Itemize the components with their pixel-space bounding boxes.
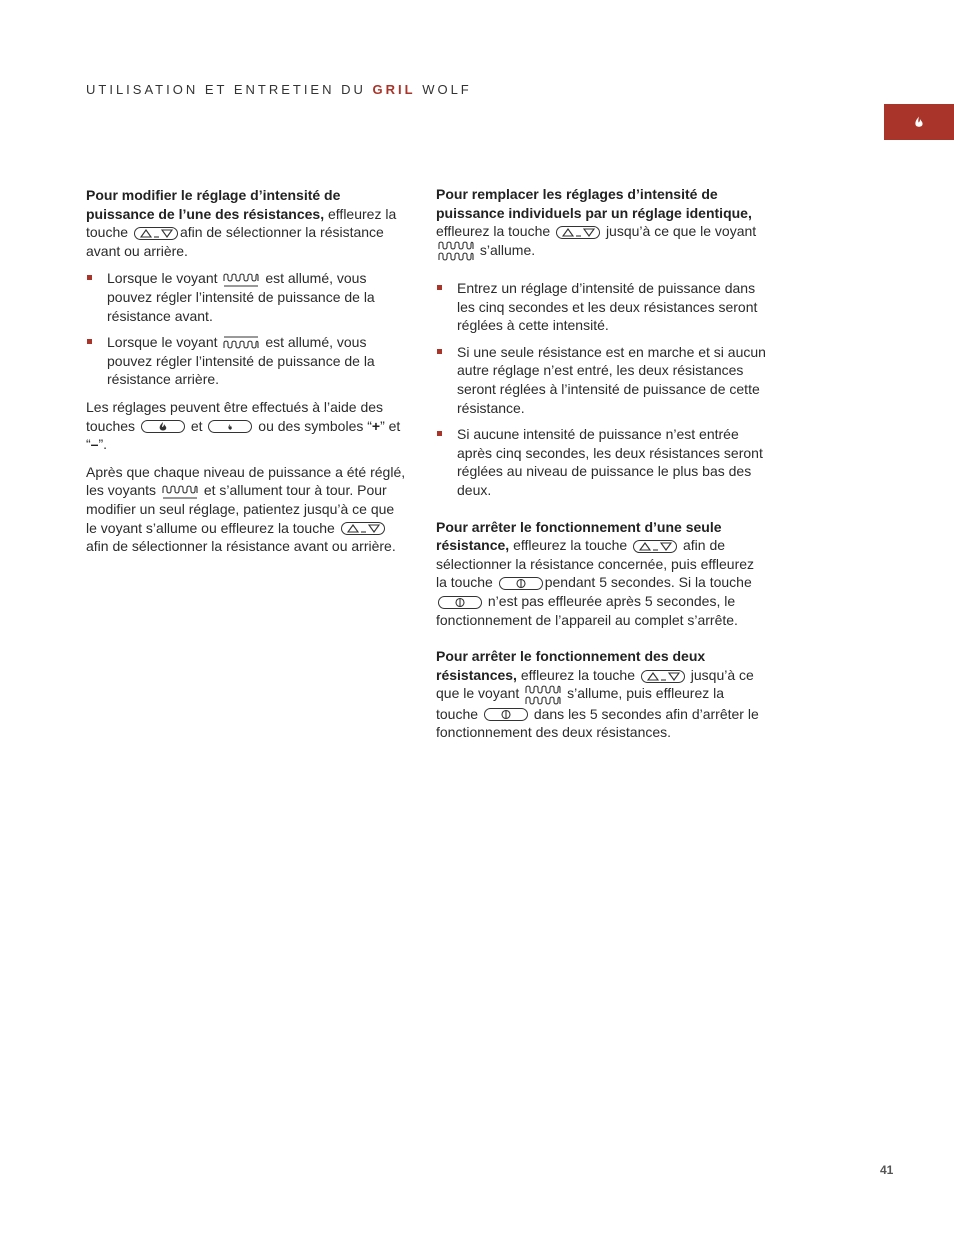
left-p3-text-c: afin de sélectionner la résistance avant ou arrière. bbox=[86, 538, 396, 555]
right-bullet-1: Entrez un réglage d’intensité de puissance dans les cinq secondes et les deux résistances seront réglées à cette intensité. bbox=[436, 279, 766, 335]
right-p3-heading: Pour arrêter le fonctionnement des deux résistances, bbox=[436, 648, 706, 683]
left-p1-text-b: afin de sélectionner la résistance avant ou arrière. bbox=[86, 224, 384, 259]
minus-symbol: – bbox=[90, 436, 99, 453]
plus-symbol: + bbox=[371, 417, 381, 434]
right-p1-text-a: effleurez la touche bbox=[436, 223, 551, 240]
left-p3-text-b: et s’allument tour à tour. Pour modifier un seul réglage, patientez jusqu’à ce que le voyant s’allume ou effleurez la touche bbox=[86, 482, 395, 536]
right-p2-text-c: pendant 5 secondes. Si la touche bbox=[544, 574, 752, 591]
left-bullet-1 bbox=[86, 269, 408, 325]
right-p3-text-a: effleurez la touche bbox=[520, 666, 635, 683]
running-header bbox=[86, 82, 472, 97]
right-p2-text-d: n’est pas effleurée après 5 secondes, le fonctionnement de l’appareil au complet s’arrête. bbox=[436, 592, 738, 628]
left-paragraph-2 bbox=[86, 398, 408, 454]
right-p1-text-c: s’allume. bbox=[479, 241, 536, 258]
page-number: 41 bbox=[880, 1163, 894, 1177]
select-key-icon bbox=[633, 540, 677, 553]
power-key-icon bbox=[499, 577, 543, 590]
right-paragraph-2 bbox=[436, 518, 766, 630]
flame-icon bbox=[914, 116, 924, 129]
rear-element-lamp-icon bbox=[223, 336, 259, 350]
left-paragraph-3 bbox=[86, 463, 408, 556]
right-p2-text-b: afin de sélectionner la résistance concernée, puis effleurez la touche bbox=[436, 537, 755, 591]
right-bullet-list bbox=[436, 279, 766, 500]
both-elements-lamp-icon bbox=[438, 241, 474, 261]
element-lamps-icon bbox=[162, 485, 198, 499]
right-bullet-3: Si aucune intensité de puissance n’est entrée après cinq secondes, les deux résistances seront réglées au niveau de puissance le plus bas des deux. bbox=[436, 425, 766, 499]
right-bullet-2: Si une seule résistance est en marche et si aucun autre réglage n’est entré, les deux résistances seront réglées à l’intensité de puissance de cette résistance. bbox=[436, 343, 766, 417]
right-p1-text-b: jusqu’à ce que le voyant bbox=[605, 223, 757, 240]
header-prefix: UTILISATION ET ENTRETIEN DU bbox=[86, 82, 366, 97]
left-p2-text-a: Les réglages peuvent être effectués à l’aide des touches bbox=[86, 398, 384, 434]
select-key-icon bbox=[341, 522, 385, 535]
left-p2-text-d: ” et “ bbox=[86, 417, 401, 453]
right-p2-heading: Pour arrêter le fonctionnement d’une seule résistance, bbox=[436, 518, 722, 554]
right-p2-text-a: effleurez la touche bbox=[513, 537, 628, 554]
left-p3-text-a: Après que chaque niveau de puissance a été réglé, les voyants bbox=[86, 463, 406, 499]
left-p2-text-e: ”. bbox=[98, 436, 108, 453]
right-p3-text-d: dans les 5 secondes afin d’arrêter le fonctionnement des deux résistances. bbox=[436, 705, 759, 741]
high-flame-key-icon bbox=[141, 420, 185, 433]
section-tab bbox=[884, 104, 954, 140]
right-paragraph-3 bbox=[436, 647, 766, 742]
right-column bbox=[436, 185, 766, 751]
right-p3-text-b: jusqu’à ce que le voyant bbox=[436, 666, 754, 702]
right-paragraph-1 bbox=[436, 185, 766, 261]
header-suffix: WOLF bbox=[422, 82, 472, 97]
left-bullet-list bbox=[86, 269, 408, 389]
left-p1-text-a: effleurez la touche bbox=[86, 205, 397, 241]
right-p1-heading: Pour remplacer les réglages d’intensité de puissance individuels par un réglage identique, bbox=[436, 186, 752, 221]
left-b1-text-a: Lorsque le voyant bbox=[107, 270, 218, 287]
left-p2-text-b: et bbox=[190, 417, 203, 434]
power-key-icon bbox=[438, 596, 482, 609]
select-key-icon bbox=[641, 670, 685, 683]
right-p3-text-c: s’allume, puis effleurez la touche bbox=[436, 685, 725, 722]
left-bullet-2 bbox=[86, 333, 408, 389]
left-paragraph-1 bbox=[86, 186, 408, 260]
front-element-lamp-icon bbox=[223, 273, 259, 287]
select-key-icon bbox=[134, 227, 178, 240]
select-key-icon bbox=[556, 226, 600, 239]
left-p1-heading: Pour modifier le réglage d’intensité de puissance de l’une des résistances, bbox=[86, 187, 341, 222]
power-key-icon bbox=[484, 708, 528, 721]
left-p2-text-c: ou des symboles “ bbox=[258, 417, 372, 434]
left-column bbox=[86, 186, 408, 565]
header-accent: GRIL bbox=[372, 82, 416, 97]
low-flame-key-icon bbox=[208, 420, 252, 433]
left-b2-text-b: est allumé, vous pouvez régler l’intensité de puissance de la résistance arrière. bbox=[107, 334, 375, 388]
left-b1-text-b: est allumé, vous pouvez régler l’intensité de puissance de la résistance avant. bbox=[107, 270, 375, 324]
left-b2-text-a: Lorsque le voyant bbox=[107, 334, 218, 351]
both-elements-lamp-icon bbox=[525, 685, 561, 705]
